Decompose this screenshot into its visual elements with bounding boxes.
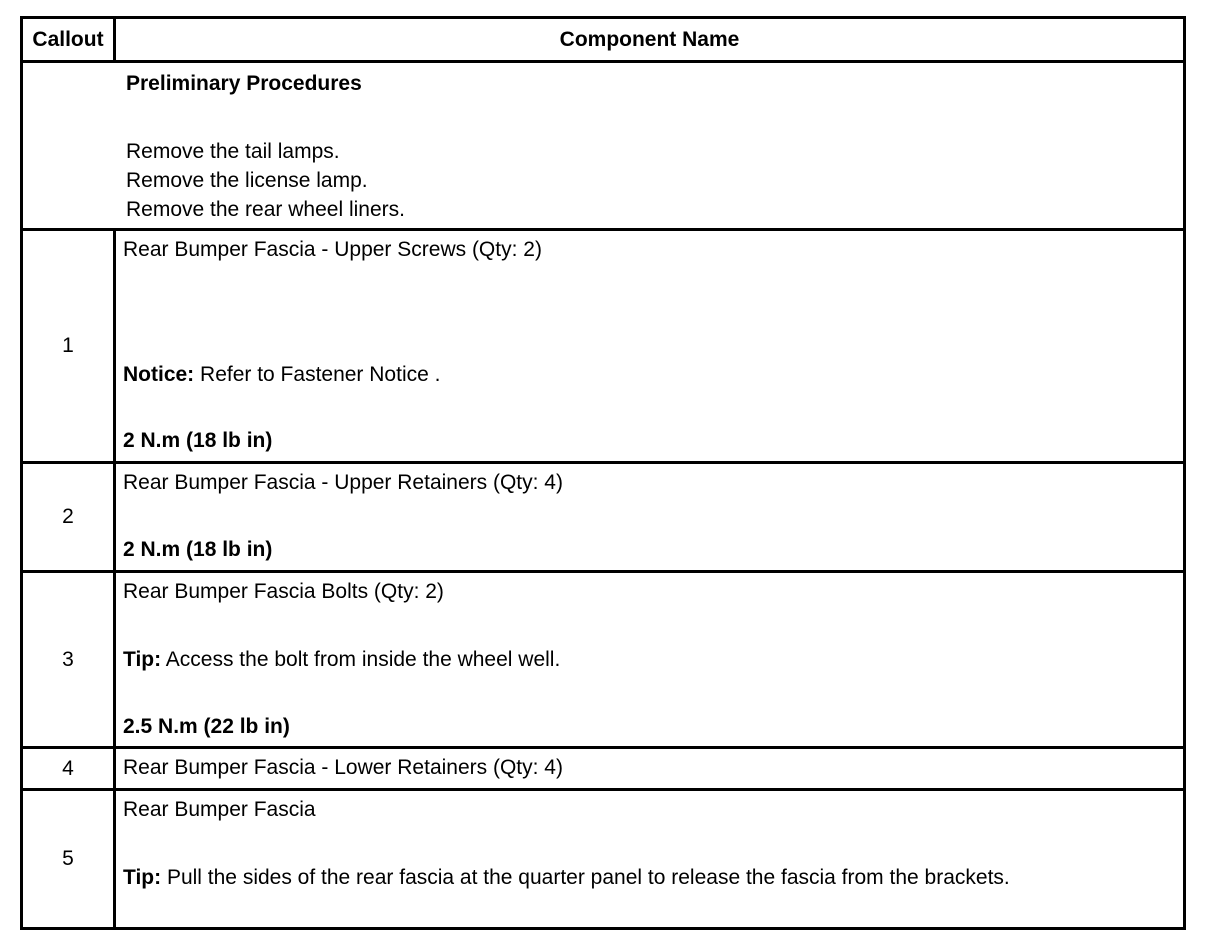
- preliminary-step: Remove the license lamp.: [126, 169, 368, 192]
- callout-number: 1: [23, 231, 116, 461]
- component-name: Rear Bumper Fascia Bolts (Qty: 2): [123, 580, 444, 603]
- component-name: Rear Bumper Fascia: [123, 798, 316, 821]
- callout-number: 4: [23, 749, 116, 788]
- note-line: [123, 362, 440, 388]
- tip-label: Tip:: [123, 648, 162, 671]
- table-row: [23, 570, 1183, 746]
- preliminary-row: [23, 60, 1183, 228]
- tip-text: Access the bolt from inside the wheel well.: [161, 648, 561, 671]
- procedure-table: [20, 16, 1186, 930]
- table-row: [23, 788, 1183, 927]
- component-cell: [116, 231, 1183, 461]
- component-column-header-cell: [116, 19, 1183, 60]
- component-cell: [116, 573, 1183, 746]
- callout-number: 5: [23, 791, 116, 927]
- table-row: [23, 746, 1183, 788]
- note-line: [123, 647, 560, 673]
- note-line: [123, 865, 1010, 891]
- preliminary-cell: [116, 63, 1183, 228]
- component-column-header: Component Name: [559, 27, 740, 51]
- component-cell: [116, 791, 1183, 927]
- torque-spec: 2.5 N.m (22 lb in): [123, 715, 290, 738]
- callout-number: 2: [23, 464, 116, 570]
- table-row: [23, 228, 1183, 461]
- preliminary-title: Preliminary Procedures: [126, 72, 362, 95]
- preliminary-step: Remove the rear wheel liners.: [126, 198, 405, 221]
- callout-column-header: Callout: [23, 19, 116, 60]
- preliminary-step: Remove the tail lamps.: [126, 140, 340, 163]
- component-name: Rear Bumper Fascia - Upper Screws (Qty: 2): [123, 238, 542, 261]
- notice-label: Notice:: [123, 363, 195, 386]
- component-name: Rear Bumper Fascia - Lower Retainers (Qty: 4): [123, 756, 563, 779]
- notice-text: Refer to Fastener Notice .: [194, 363, 441, 386]
- torque-spec: 2 N.m (18 lb in): [123, 538, 273, 561]
- tip-label: Tip:: [123, 866, 162, 889]
- component-cell: [116, 464, 1183, 570]
- torque-spec: 2 N.m (18 lb in): [123, 429, 273, 452]
- tip-text: Pull the sides of the rear fascia at the quarter panel to release the fascia from the brackets.: [161, 866, 1010, 889]
- component-cell: [116, 749, 1183, 788]
- callout-number: 3: [23, 573, 116, 746]
- table-row: [23, 461, 1183, 570]
- table-header-row: [23, 19, 1183, 60]
- preliminary-callout-cell: [23, 63, 116, 228]
- component-name: Rear Bumper Fascia - Upper Retainers (Qty: 4): [123, 471, 563, 494]
